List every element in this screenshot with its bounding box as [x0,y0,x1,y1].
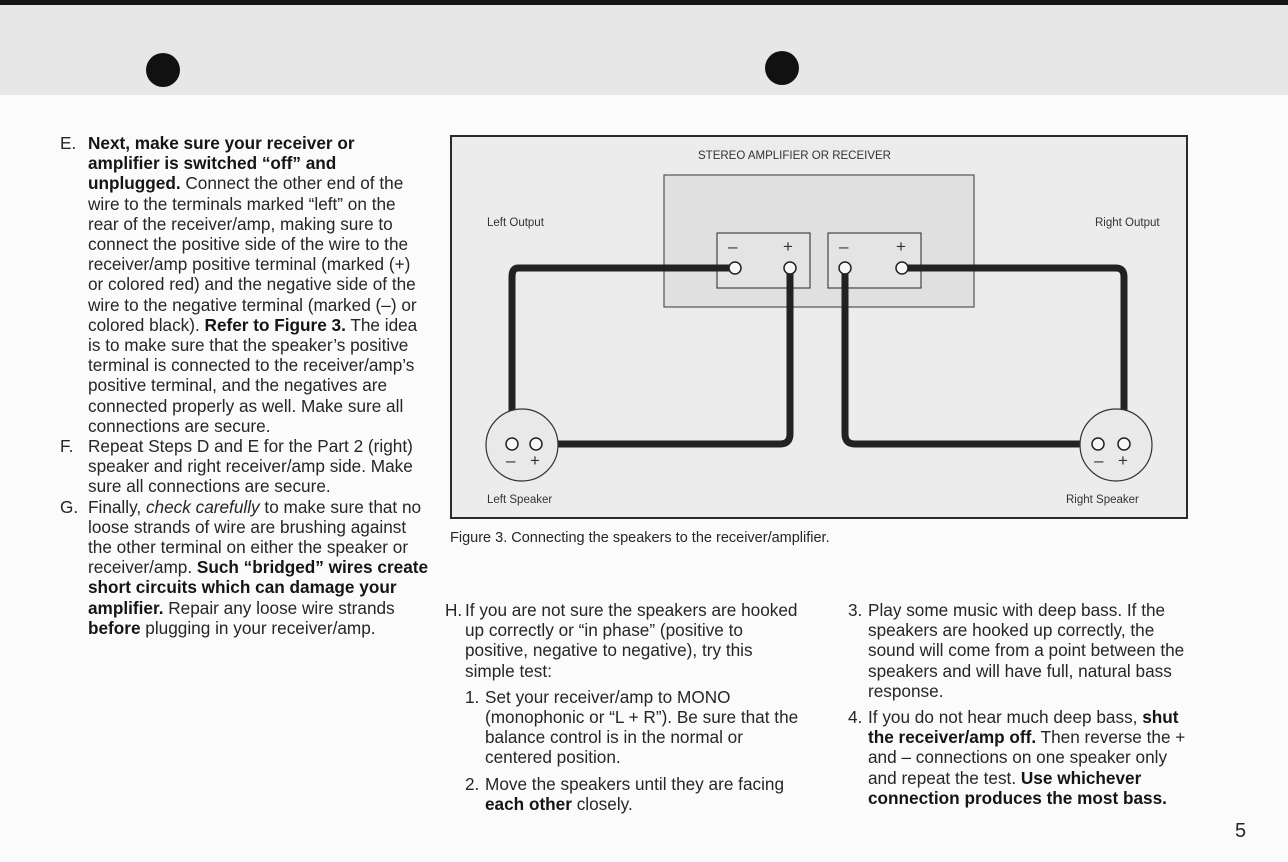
sub-2-bold: each other [485,793,572,814]
step-f-text: Repeat Steps D and E for the Part 2 (right) speaker and right receiver/amp side. Make sure all connections are secure. [88,436,413,497]
left-output-plus-sign: + [783,237,793,256]
sub-1-marker: 1. [465,686,480,707]
left-speaker-negative-terminal [506,438,518,450]
right-speaker-circle [1080,409,1152,481]
left-speaker-positive-terminal [530,438,542,450]
step-e-text-2: The idea is to make sure that the speaker’s positive terminal is connected to the receiver/amp’s positive terminal, and the negatives are connected properly as well. Make sure all connections are secure. [88,314,418,436]
right-output-plus-sign: + [896,237,906,256]
binder-hole-right [765,51,799,85]
step-h-continued [848,600,1193,808]
right-speaker-label: Right Speaker [1066,494,1139,506]
left-output-minus-sign: – [728,237,738,256]
right-output-minus-sign: – [839,237,849,256]
right-speaker-positive-terminal [1118,438,1130,450]
step-g-text-3: Repair any loose wire strands [163,597,395,618]
sub-2-marker: 2. [465,773,480,794]
step-g-text-1: Finally, [88,496,146,517]
step-e [60,133,430,436]
left-speaker-circle [486,409,558,481]
step-g-italic: check carefully [145,496,260,517]
right-speaker-minus-sign: – [1094,451,1104,470]
sub-1-text: Set your receiver/amp to MONO (monophonic or “L + R”). Be sure that the balance control is in the normal or centered position. [485,686,799,768]
left-speaker-label: Left Speaker [487,494,553,506]
step-f [60,436,430,497]
right-output-positive-terminal [896,262,908,274]
step-h-sub-2 [465,774,805,814]
sub-4-marker: 4. [848,707,863,728]
step-e-bold-1: Next, make sure your receiver or amplifier is switched “off” and unplugged. [88,133,355,194]
right-output-negative-terminal [839,262,851,274]
step-h-intro [445,600,805,814]
sub-3-marker: 3. [848,600,863,620]
step-g-bold-2: before [88,617,141,638]
left-speaker-minus-sign: – [506,451,516,470]
step-h-text: If you are not sure the speakers are hooked up correctly or “in phase” (positive to positive, negative to negative), try this simple test: [465,600,798,681]
step-f-marker: F. [60,436,74,457]
binder-hole-left [146,53,180,87]
wiring-diagram [452,137,1186,517]
page-number: 5 [1235,820,1247,842]
step-e-marker: E. [60,133,77,153]
step-h-sub-3 [848,600,1193,701]
sub-4-bold-1: shut the receiver/amp off. [868,707,1179,748]
figure-3 [450,135,1188,519]
step-h-sub-4 [848,707,1193,808]
figure-caption: Figure 3. Connecting the speakers to the receiver/amplifier. [450,530,830,546]
left-output-positive-terminal [784,262,796,274]
sub-3-text: Play some music with deep bass. If the speakers are hooked up correctly, the sound will come from a point between the speakers and will have full, natural bass response. [868,600,1185,701]
step-g-text-2: to make sure that no loose strands of wire are brushing against the other terminal on either the speaker or receiver/amp. [88,496,422,578]
left-output-label: Left Output [487,217,544,229]
step-h-marker: H. [445,600,463,620]
step-g [60,497,430,638]
top-band [0,0,1288,95]
sub-4-text-1: If you do not hear much deep bass, [868,707,1143,728]
step-h [445,600,805,814]
step-g-marker: G. [60,496,79,517]
step-e-bold-2: Refer to Figure 3. [204,314,346,335]
amplifier-title: STEREO AMPLIFIER OR RECEIVER [698,150,891,162]
right-speaker-plus-sign: + [1118,451,1128,470]
right-output-label: Right Output [1095,217,1160,229]
right-speaker-negative-terminal [1092,438,1104,450]
sub-4-bold-2: Use whichever connection produces the most bass. [868,767,1167,808]
left-speaker-plus-sign: + [530,451,540,470]
sub-4-text-2: Then reverse the + and – connections on one speaker only and repeat the test. [868,727,1186,788]
sub-2-text: Move the speakers until they are facing [485,773,785,794]
left-column [60,133,430,638]
step-g-bold-1: Such “bridged” wires create short circuits which can damage your amplifier. [88,557,429,618]
step-h-sub-1 [465,687,805,768]
amplifier-box [664,175,974,307]
step-e-text-1: Connect the other end of the wire to the terminals marked “left” on the rear of the receiver/amp, making sure to connect the positive side of the wire to the receiver/amp positive terminal (marked (+) or colored red) and the negative side of the wire to the negative terminal (marked (–) or colored black). [88,173,417,335]
step-g-text-4: plugging in your receiver/amp. [140,617,376,638]
sub-2-end: closely. [571,793,633,814]
left-output-negative-terminal [729,262,741,274]
